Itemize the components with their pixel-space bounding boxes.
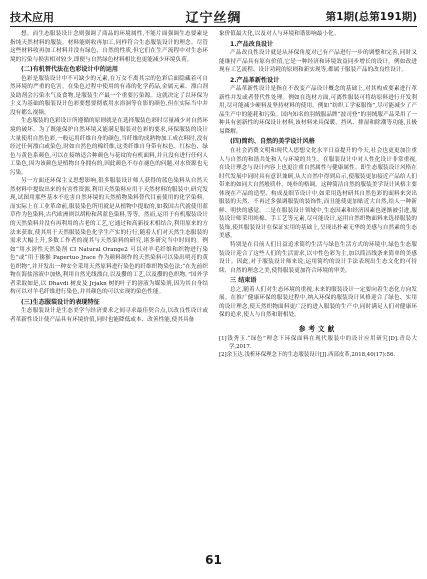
body-paragraph: 色彩是服装设计中不可缺少的元素,在万女不离其宗的色彩后面隐藏着可自然环境的严重的危害。在染色过程中使用的有毒的化学药品,金属元素、漂白剂及助剂会污染水气及食物,是服装生产最一个重要污染源。这就决定了以环保为主义为基础的服装设计色彩要想要彻底用水浴洞等在影的颜色,但在实际当中并没有都么视频。 (10, 75, 208, 116)
body-paragraph: 生态服装的色彩设计所遵循的原则就是在选择服装色彩时尽量减少对自然环境的破坏。为了既能保护自然环境又能满足服装对色彩的要求,环保服装的设计大量使用自然色彩,一般运用纤维自身的颜色,当纤维的成熟物加工成衣料时,没有经过任何漂白或染色,时如自然色的棉纤维,这类纤维自身带有棕色、红棕色、绿色与黄色系颜色,可以在接纳适合种颜色与花纹的有机面料,并且没有进行任何人工染色,因为该颜色是植物自身拥有的,因此颜色不存在褪色的问题,对水资源也无污染。 (10, 118, 208, 176)
section-heading: 1.产品改良设计 (230, 40, 274, 48)
section-heading: 三 结束语 (230, 277, 257, 285)
running-header (10, 6, 417, 27)
section-label: 技术应用 (10, 11, 54, 24)
section-heading: (四)简约、自然的美学设计风格 (230, 138, 315, 146)
body-paragraph: 总之,随着人们对生态环境的重视,未来的服装设计一定要向着生态化方向发展。在推广健康环保的服装过程中,纳入环保的服装设计风格迎合了绿色、实用的设计理念,使天然织物面料更广泛的进入服装的生产中,同时满足人们对健康环保的追求,使人与自然和谐相处。 (219, 286, 417, 319)
references-heading: 参考文献 (298, 324, 338, 333)
left-column (10, 30, 208, 550)
body-paragraph: 象价值最大化,以及对人与环境和谐影响最小化。 (219, 31, 340, 37)
journal-title: 辽宁丝绸 (185, 11, 242, 26)
issue-label: 第1期(总第191期) (325, 11, 417, 23)
right-column (219, 30, 417, 550)
body-paragraph: 特别是在目前人们日益追求简约生活与绿色生活方式的环境中,绿色生态服装设计迎合了这些人们的生活需求,以中性色彩为主,加以简洁线条来简单的美感设计。因此,对于服装设计师来说,运用简约的设计手法表现出生态文化的可持续、自然的理念之美,使得服装更加符合环境的审美。 (219, 241, 417, 274)
page-number: 61 (205, 553, 222, 567)
reference-item: [1]钱秀玉.“绿色”理念下环保面料在现代服装中的设计应用研究[D].青岛大学,2017. (219, 335, 417, 351)
body-paragraph: 产品革新性设计是指在不改变产品设计概念的基础上,对其构成要素进行革新性并发或者替代性处理。例如在选材方面,可离性服装可将纺原料进行开发利用,尽可能减少硬料及坚持材料的使用。例如“纺织工学家服饰”,尽可能减少了产品生产中的能耗和污染。国内知名的羽绒服品牌“波司登”的羽绒服产品采用了一种具有创新性的环保设计材料,该材料来具保暖、挡风、排湿和除潮等功能,且极易降解。 (219, 86, 417, 135)
section-heading: (二)有机替代法在色彩设计中的运用 (21, 66, 118, 74)
body-paragraph: 生态服装设计是生态美学与经济要求之间寻求最佳契合点,以改良性设计或者革新性设计使产品具有环境价值,同时也能降低或本、改善性能,使其具备 (10, 308, 208, 323)
section-heading: 2.产品革新性设计 (230, 76, 280, 84)
reference-item: [2]余玉达.浅析环保理念下的生态服装设计[J].西部皮革,2018,40(17):56. (219, 352, 396, 359)
body-paragraph: 另一方面还环保主义思想影响,很多服装设计师人获得的蓝色染料从自然天然材料中提取出来的有害性资源,利用天然染料应用于天然材料的服装中,研究发现,试图用那些基本不危害自然环境的天然植物染料替代目前使用的化学染料。而实际上在工业革命前,服装染色所用就是从植物中提取的,如我国古代就使用蓝草作为色染料,古代欧洲则以胡粉和茜蓝色染料,等等。然而,运用于有机服装设计的天然染料并没有再利用的古老的工艺,它通过和高新技术相结合,利用原来的方法来获取,使其用于天然服装染色化学生产实的行行,随着人们对天然生态服装的需求大幅上升,多数工作者的视其与天然染料的研究,诸多研究当中时间的。例如“用水溶性天然染剂 CI Natural Orange2 可以对羊毛纤维和织物进行染色”或“用于猕猴 Papertuo Jrace 作为颜料制作的天然染料可以染出明亮的黄色织物”,并开发出一种安全采用天然原料进行染色的纤维织物染色法;“在先前织物在海盐溶液中加热,利用自然光线漂白,以及攒的工艺,以及攒的色织物。”国外学者采取如是,以 Dhavdi 树皮及 Jrjakn 树的叶子的溶液为媒染剂,因为其自身结构可以对羊毛纤维进行染色,并其颜色的可以实现的染色性能。 (10, 178, 208, 296)
body-paragraph: 在社会消费文明和现代人思想文化水平日益提升的今天,社会也更更加注重人与自然的和谐共处和人与环境的共生。在服装设计中对人性化设计非常重视,在设计理念与设计内容上也更注重自然属性与健康属性。即生态服装设计风格在时代发展中同时具有意识兼顾,从大自然中得到启示,使服装更加接近产品给人们带来的如同大自然般质朴、纯朴的格调。这种简洁自然的服装美学设计风格主要体现在产品的造型、构成及细节设计中,如采用选材研其自然色彩的面料来突出服装的天然、不再过多强调服装的装饰性,而且能使更加贴近大自然,给人一种新鲜、明快的感觉。二是在服装设计领域中,生态因素和经济因素也逐渐被引进,服装设计师采用纯棉、手工艺等元素,尽可能设计,运用自然织物面料来选择服装的装饰,使其服装设计在保证实用的基础上,呈现出朴素无华的美感与自然素的生态美感。 (219, 147, 417, 240)
body-paragraph: 想。而生态服装设计念则强调了商品的环境属性,不能片面强调生态要素是指纯天然材料的服装。材料能则收再加工,同样符合生态服装设计的理念。尽管这些材料收再加工材料并没有绿色、自然的性质,但它们在生产流程中对生态环境的污染与损害相对较少,即便与自然绿色材料相比也更能减少环境负荷。 (10, 31, 208, 63)
body-paragraph: 产品改良性设计就是从环保角度对已有产品进行一步的调整和完善,同时又能继持产品具有原有价值,它是一种经济和环境效益同步增长的设计。例如改进现有工艺流程、设计功耗的原则和新实现等,都属于服装产品的改良性设计。 (219, 50, 417, 74)
section-heading: (三)生态服装设计的表现特征 (21, 298, 100, 306)
